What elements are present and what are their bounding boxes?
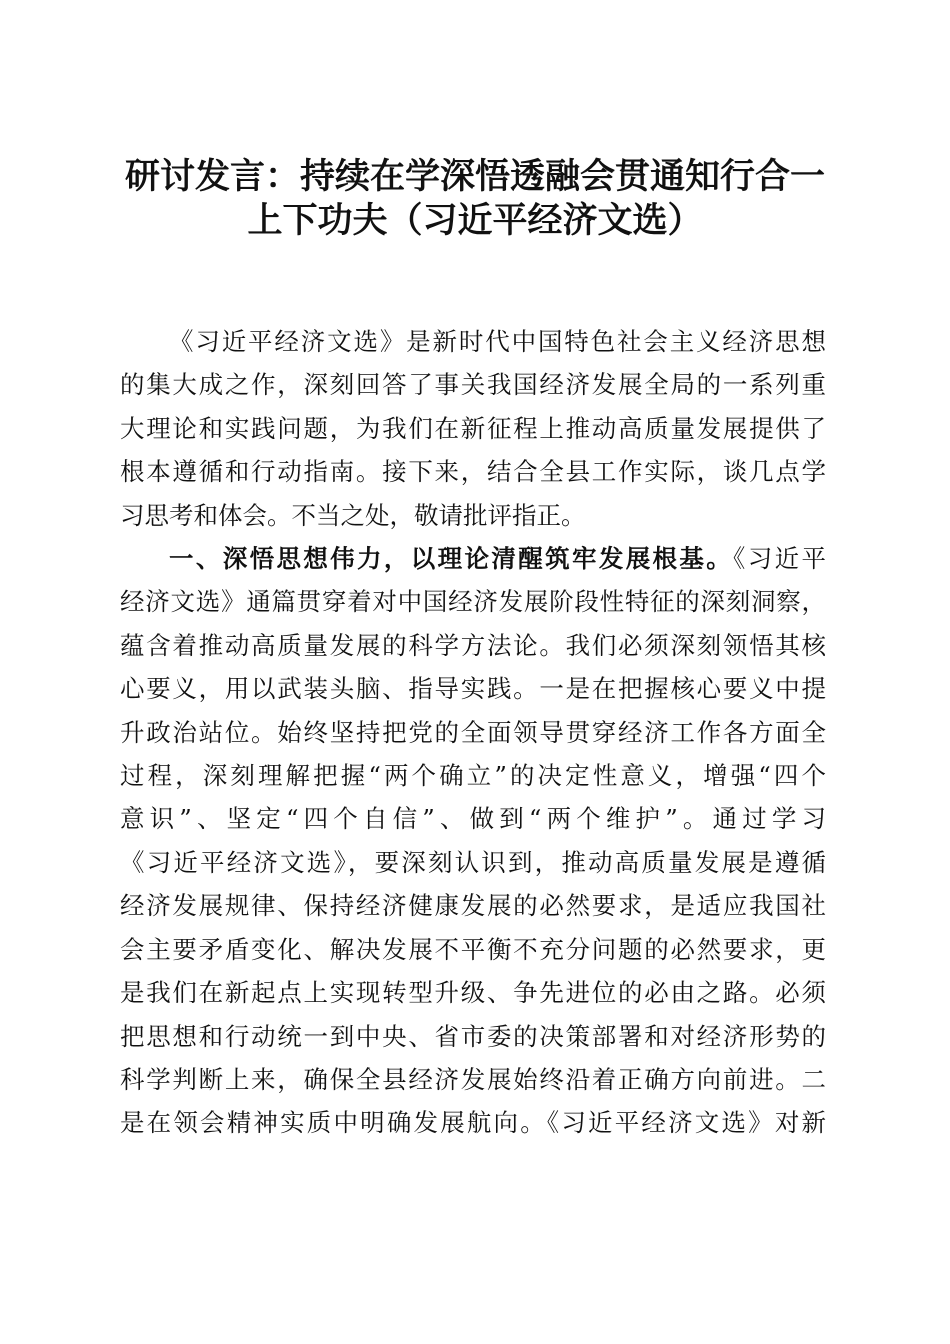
paragraph-line: 科学判断上来，确保全县经济发展始终沿着正确方向前进。二 — [120, 1064, 826, 1094]
paragraph-line: 是在领会精神实质中明确发展航向。《习近平经济文选》对新 — [120, 1108, 826, 1138]
document-body — [120, 320, 826, 1145]
paragraph-line: 升政治站位。始终坚持把党的全面领导贯穿经济工作各方面全 — [120, 717, 826, 747]
paragraph-line: 过程，深刻理解把握“两个确立”的决定性意义，增强“四个 — [120, 761, 826, 791]
section-heading: 一、深悟思想伟力，以理论清醒筑牢发展根基。 — [169, 544, 734, 574]
paragraph-line: 的集大成之作，深刻回答了事关我国经济发展全局的一系列重 — [120, 370, 826, 400]
document-title — [100, 155, 850, 243]
paragraph-line: 经济发展规律、保持经济健康发展的必然要求，是适应我国社 — [120, 891, 826, 921]
title-line-2: 上下功夫（习近平经济文选） — [247, 200, 703, 241]
paragraph-line: 根本遵循和行动指南。接下来，结合全县工作实际，谈几点学 — [120, 457, 826, 487]
paragraph-line: 《习近平经济文选》是新时代中国特色社会主义经济思想 — [169, 327, 826, 356]
paragraph-intro — [120, 320, 826, 537]
paragraph-line: 会主要矛盾变化、解决发展不平衡不充分问题的必然要求，更 — [120, 934, 826, 964]
paragraph-line: 蕴含着推动高质量发展的科学方法论。我们必须深刻领悟其核 — [120, 630, 826, 660]
paragraph-line: 把思想和行动统一到中央、省市委的决策部署和对经济形势的 — [120, 1021, 826, 1051]
paragraph-line: 大理论和实践问题，为我们在新征程上推动高质量发展提供了 — [120, 413, 826, 443]
paragraph-line: 意识”、坚定“四个自信”、做到“两个维护”。通过学习 — [120, 804, 826, 834]
paragraph-line: 是我们在新起点上实现转型升级、争先进位的必由之路。必须 — [120, 978, 826, 1008]
paragraph-line: 经济文选》通篇贯穿着对中国经济发展阶段性特征的深刻洞察， — [120, 587, 826, 617]
paragraph-line: 《习近平经济文选》，要深刻认识到，推动高质量发展是遵循 — [120, 847, 826, 877]
paragraph-line: 习思考和体会。不当之处，敬请批评指正。 — [120, 500, 586, 530]
paragraph-line: 心要义，用以武装头脑、指导实践。一是在把握核心要义中提 — [120, 674, 826, 704]
paragraph-line — [120, 537, 826, 580]
paragraph-section-one — [120, 537, 826, 1145]
section-heading-rest: 《习近平 — [733, 544, 826, 574]
title-line-1: 研讨发言：持续在学深悟透融会贯通知行合一 — [124, 156, 825, 197]
